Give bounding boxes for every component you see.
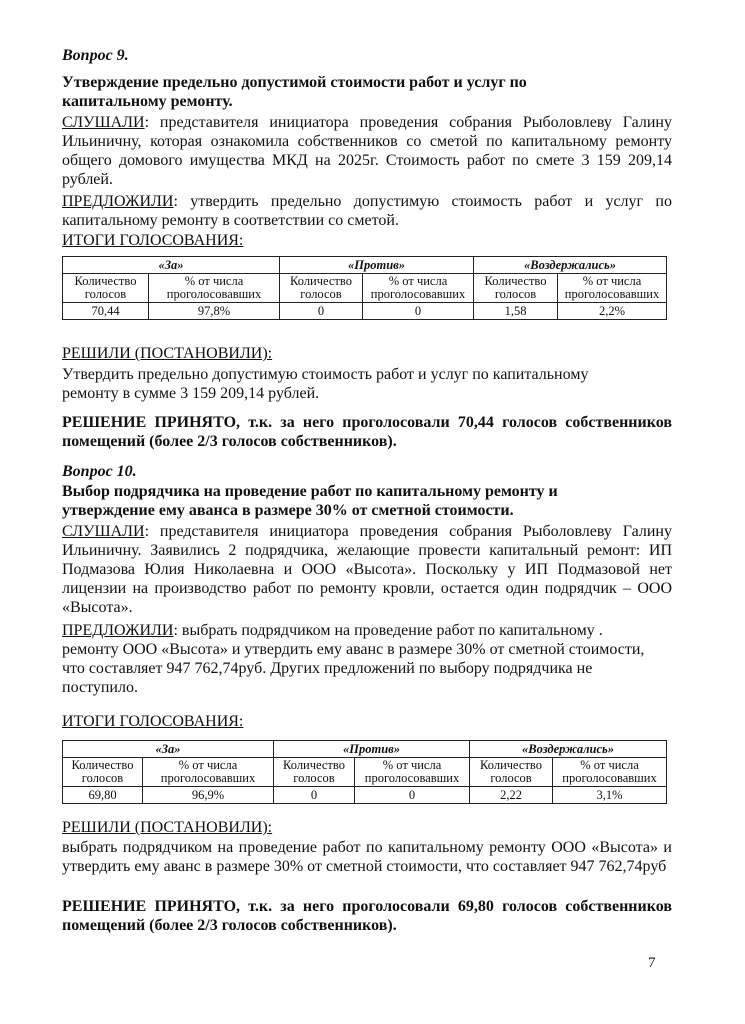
proposed-text: : выбрать подрядчиком на проведение работ по капитальному . ремонту ООО «Высота» и утвердить ему аванс в размере 30% от сметной стоимости, что составляет 947 762,74руб. Других предложений по выбору подрядчика не поступило. [62, 622, 645, 696]
question-10-decided-label: РЕШИЛИ (ПОСТАНОВИЛИ): [62, 819, 273, 836]
question-10-results-label: ИТОГИ ГОЛОСОВАНИЯ: [62, 713, 244, 730]
page-number: 7 [648, 955, 656, 971]
question-9-heard [62, 113, 672, 189]
col-percent-header: % от числа проголосовавших [355, 758, 470, 787]
col-percent-header: % от числа проголосовавших [363, 274, 474, 303]
col-percent-header: % от числа проголосовавших [558, 274, 667, 303]
heard-text: : представителя инициатора проведения собрания Рыболовлеву Галину Ильиничну, которая ознакомила собственников со сметой по капитальному ремонту общего домового имущества МКД на 2025г. Стоимость работ по смете 3 159 209,14 рублей. [62, 114, 672, 188]
group-abstain-header: «Воздержались» [470, 741, 667, 758]
for-percent-cell: 96,9% [143, 787, 274, 804]
heard-label: СЛУШАЛИ [62, 523, 145, 540]
for-count-cell: 70,44 [63, 303, 149, 320]
question-9-decided-text: Утвердить предельно допустимую стоимость работ и услуг по капитальному ремонту в сумме 3 159 209,14 рублей. [62, 366, 589, 402]
against-percent-cell: 0 [355, 787, 470, 804]
question-10-decision: РЕШЕНИЕ ПРИНЯТО, т.к. за него проголосовали 69,80 голосов собственников помещений (более 2/3 голосов собственников). [62, 898, 672, 934]
group-abstain-header: «Воздержались» [474, 257, 667, 274]
col-percent-header: % от числа проголосовавших [143, 758, 274, 787]
col-percent-header: % от числа проголосовавших [149, 274, 280, 303]
for-percent-cell: 97,8% [149, 303, 280, 320]
proposed-label: ПРЕДЛОЖИЛИ [62, 193, 174, 210]
abstain-percent-cell: 2,2% [558, 303, 667, 320]
abstain-count-cell: 1,58 [474, 303, 558, 320]
abstain-percent-cell: 3,1% [553, 787, 667, 804]
question-10-decided-text: выбрать подрядчиком на проведение работ по капитальному ремонту ООО «Высота» и утвердить ему аванс в размере 30% от сметной стоимости, что составляет 947 762,74руб [62, 839, 672, 875]
against-count-cell: 0 [280, 303, 363, 320]
col-count-header: Количество голосов [280, 274, 363, 303]
question-10-heading: Выбор подрядчика на проведение работ по капитальному ремонту и утверждение ему аванса в размере 30% от сметной стоимости. [62, 483, 558, 519]
group-against-header: «Против» [280, 257, 474, 274]
question-9-heading: Утверждение предельно допустимой стоимости работ и услуг по капитальному ремонту. [62, 74, 527, 110]
col-count-header: Количество голосов [470, 758, 553, 787]
question-10-title: Вопрос 10. [62, 463, 137, 480]
question-10-heard [62, 522, 672, 617]
heard-text: : представителя инициатора проведения собрания Рыболовлеву Галину Ильиничну. Заявились 2 подрядчика, желающие провести капитальный ремонт: ИП Подмазова Юлия Николаевна и ООО «Высота». Поскольку у ИП Подмазовой нет лицензии на производство работ по ремонту кровли, остается один подрядчик – ООО «Высота». [62, 523, 672, 616]
against-count-cell: 0 [274, 787, 355, 804]
proposed-text: : утвердить предельно допустимую стоимость работ и услуг по капитальному ремонту в соответствии со сметой. [62, 193, 672, 229]
col-count-header: Количество голосов [474, 274, 558, 303]
col-percent-header: % от числа проголосовавших [553, 758, 667, 787]
question-9-proposed [62, 192, 672, 230]
heard-label: СЛУШАЛИ [62, 114, 145, 131]
question-10-proposed [62, 621, 662, 697]
col-count-header: Количество голосов [63, 274, 149, 303]
question-9-results-label: ИТОГИ ГОЛОСОВАНИЯ: [62, 232, 244, 249]
question-10-voting-table [62, 740, 667, 804]
question-9-voting-table [62, 256, 667, 320]
for-count-cell: 69,80 [63, 787, 143, 804]
question-9-title: Вопрос 9. [62, 47, 129, 64]
col-count-header: Количество голосов [63, 758, 143, 787]
group-for-header: «За» [63, 257, 280, 274]
question-9-decision: РЕШЕНИЕ ПРИНЯТО, т.к. за него проголосовали 70,44 голосов собственников помещений (более 2/3 голосов собственников). [62, 414, 672, 450]
proposed-label: ПРЕДЛОЖИЛИ [62, 622, 174, 639]
against-percent-cell: 0 [363, 303, 474, 320]
abstain-count-cell: 2,22 [470, 787, 553, 804]
col-count-header: Количество голосов [274, 758, 355, 787]
group-against-header: «Против» [274, 741, 470, 758]
group-for-header: «За» [63, 741, 274, 758]
question-9-decided-label: РЕШИЛИ (ПОСТАНОВИЛИ): [62, 345, 273, 362]
